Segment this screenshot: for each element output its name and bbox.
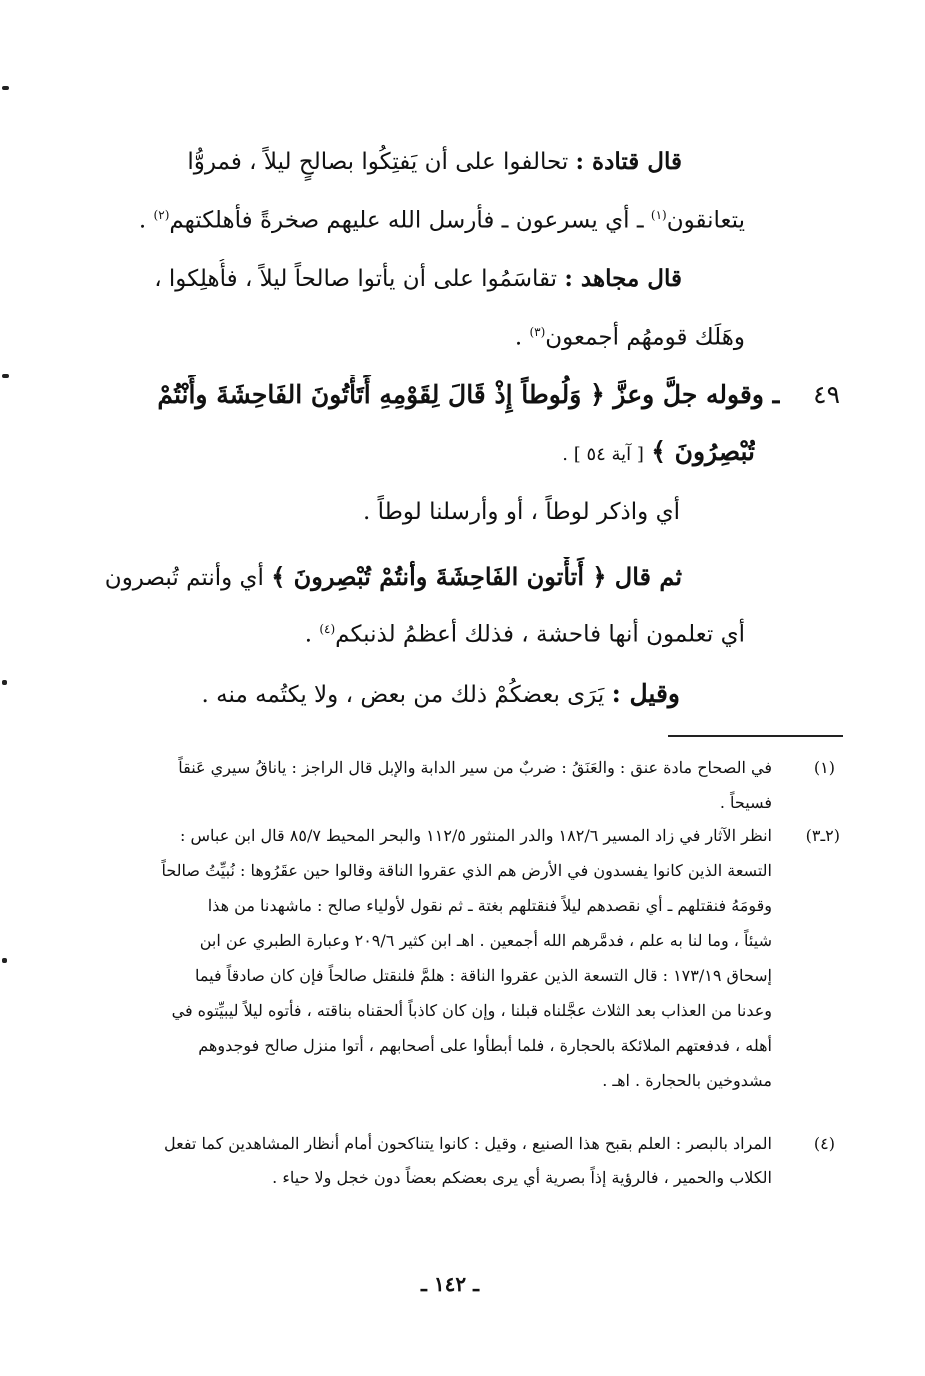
margin-mark	[2, 86, 9, 90]
qatada-text-3: ـ أي يسرعون ـ فأرسل الله عليهم صخرةً فأهلكتهم	[169, 207, 644, 234]
mujahid-line-1	[85, 259, 682, 299]
mujahid-line-2	[420, 312, 745, 358]
footnote-4-line-1: المراد بالبصر : العلم بقبح هذا الصنيع ، وقيل : كانوا يتناكحون أمام أنظار المشاهدين كما تفعل	[163, 1134, 772, 1153]
footnote-ref-4: (٤)	[319, 622, 336, 636]
verse-line-2	[480, 432, 755, 475]
footnote-number-2-3: (٢ـ٣)	[805, 826, 840, 845]
speaker-mujahid: قال مجاهد :	[564, 265, 682, 292]
footnote-number-4: (٤)	[813, 1134, 835, 1153]
footnote-ref-1: (١)	[650, 208, 667, 222]
verse-line-1	[80, 375, 780, 415]
footnote-ref-3: (٣)	[529, 325, 546, 339]
footnote-2-line-6: وعدنا من العذاب بعد الثلاث عجَّلناه قبلنا ، وإن كان كاذباً ألحقناه بناقته ، فأتوه ليلاً ليبيِّتوه في	[171, 1001, 772, 1020]
mujahid-line-end: .	[514, 324, 523, 351]
footnote-2-line-8: مشدوخين بالحجارة . اهـ .	[602, 1071, 772, 1090]
mujahid-text-2: وهَلَك قومهُم أجمعون	[545, 324, 745, 351]
qatada-text: تحالفوا على أن يَفتِكُوا بصالحٍ ليلاً ، فمروُّا	[187, 149, 569, 175]
margin-mark	[2, 374, 9, 378]
thumma-qala-bold: ثم قال ﴿ أَتأْتون الفَاحِشَةَ وأنتُمْ تُبْصِرونَ ﴾	[271, 562, 682, 591]
qatada-text-2: يتعانقون	[666, 207, 745, 234]
footnote-2-line-5: إسحاق ١٧٣/١٩ : قال التسعة الذين عقروا الناقة : هلمَّ فلنقتل صالحاً فإن كان صادقاً فيما	[195, 966, 772, 985]
qila-text: يَرَى بعضكُمْ ذلك من بعض ، ولا يكتُمه منه .	[201, 682, 605, 708]
margin-mark	[2, 680, 7, 685]
verse-ayah-ref: [ آية ٥٤ ] .	[562, 444, 644, 465]
footnote-ref-2: (٢)	[153, 208, 170, 222]
footnote-2-line-7: أهله ، فدفعتهم الملائكة بالحجارة ، فلما أبطأوا على أصحابهم ، أتوا منزل صالح فوجدوهم	[198, 1036, 772, 1055]
verse-number-text: ٤٩	[813, 380, 840, 409]
footnote-1-line-1: في الصحاح مادة عنق : والعَنَقُ : ضربٌ من سير الدابة والإبل قال الراجز : ياناقُ سيري عَنقاً	[178, 758, 772, 777]
explanation-text: أي واذكر لوطاً ، أو وأرسلنا لوطاً .	[362, 499, 680, 525]
footnote-2-line-3: وقومَهُ فنقتلهم ـ أي نقصدهم ليلاً فنقتلهم بغتة ـ ثم نقول لأولياء صالح : ماشهدنا من هذا	[207, 896, 772, 915]
speaker-qatada: قال قتادة :	[575, 148, 682, 175]
page-number: ـ ١٤٢ ـ	[421, 1272, 479, 1296]
footnote-1-line-2: فسيحاً .	[719, 793, 772, 812]
qila-line	[130, 674, 680, 715]
footnote-4-line-2: الكلاب والحمير ، فالرؤية إذاً بصرية أي يرى بعضكم بعضاً دون خجل ولا حياء .	[272, 1168, 772, 1187]
qatada-line-2	[135, 195, 745, 241]
thumma-qala-line-end: .	[304, 621, 313, 648]
footnote-2-line-1: انظر الآثار في زاد المسير ١٨٢/٦ والدر المنثور ١١٢/٥ والبحر المحيط ٨٥/٧ قال ابن عباس :	[180, 826, 772, 845]
verse-number	[785, 375, 840, 415]
verse-text-1: ـ وقوله جلَّ وعزَّ ﴿ وَلُوطاً إِذْ قَالَ لِقَوْمِهِ أَتَأْتُونَ الفَاحِشَةَ وأَنْتُمْ	[157, 380, 780, 409]
explanation-line	[320, 492, 680, 532]
margin-mark	[2, 958, 7, 963]
qatada-line-1	[82, 142, 682, 182]
thumma-qala-text: أي وأنتم تُبصرون	[104, 565, 264, 591]
thumma-qala-line-2	[250, 609, 745, 655]
footnote-separator	[668, 735, 843, 737]
speaker-qila: وقيل :	[611, 679, 680, 708]
qatada-line-end: .	[138, 207, 147, 234]
verse-text-2: تُبْصِرُونَ ﴾	[651, 437, 755, 466]
footnote-2-line-4: شيئاً ، وما لنا به علم ، فدمَّرهم الله أجمعين . اهـ ابن كثير ٢٠٩/٦ وعبارة الطبري عن ابن	[199, 931, 772, 950]
mujahid-text: تقاسَمُوا على أن يأتوا صالحاً ليلاً ، فأُهلِكوا ،	[154, 266, 558, 292]
thumma-qala-line-1	[82, 557, 682, 598]
footnote-number-1: (١)	[813, 758, 835, 777]
footnote-2-line-2: التسعة الذين كانوا يفسدون في الأرض هم الذي عقروا الناقة وقالوا حين عقَرُوها : نُبيِّتُ صالحاً	[161, 861, 772, 880]
thumma-qala-text-2: أي تعلمون أنها فاحشة ، فذلك أعظمُ لذنبكم	[335, 621, 745, 648]
